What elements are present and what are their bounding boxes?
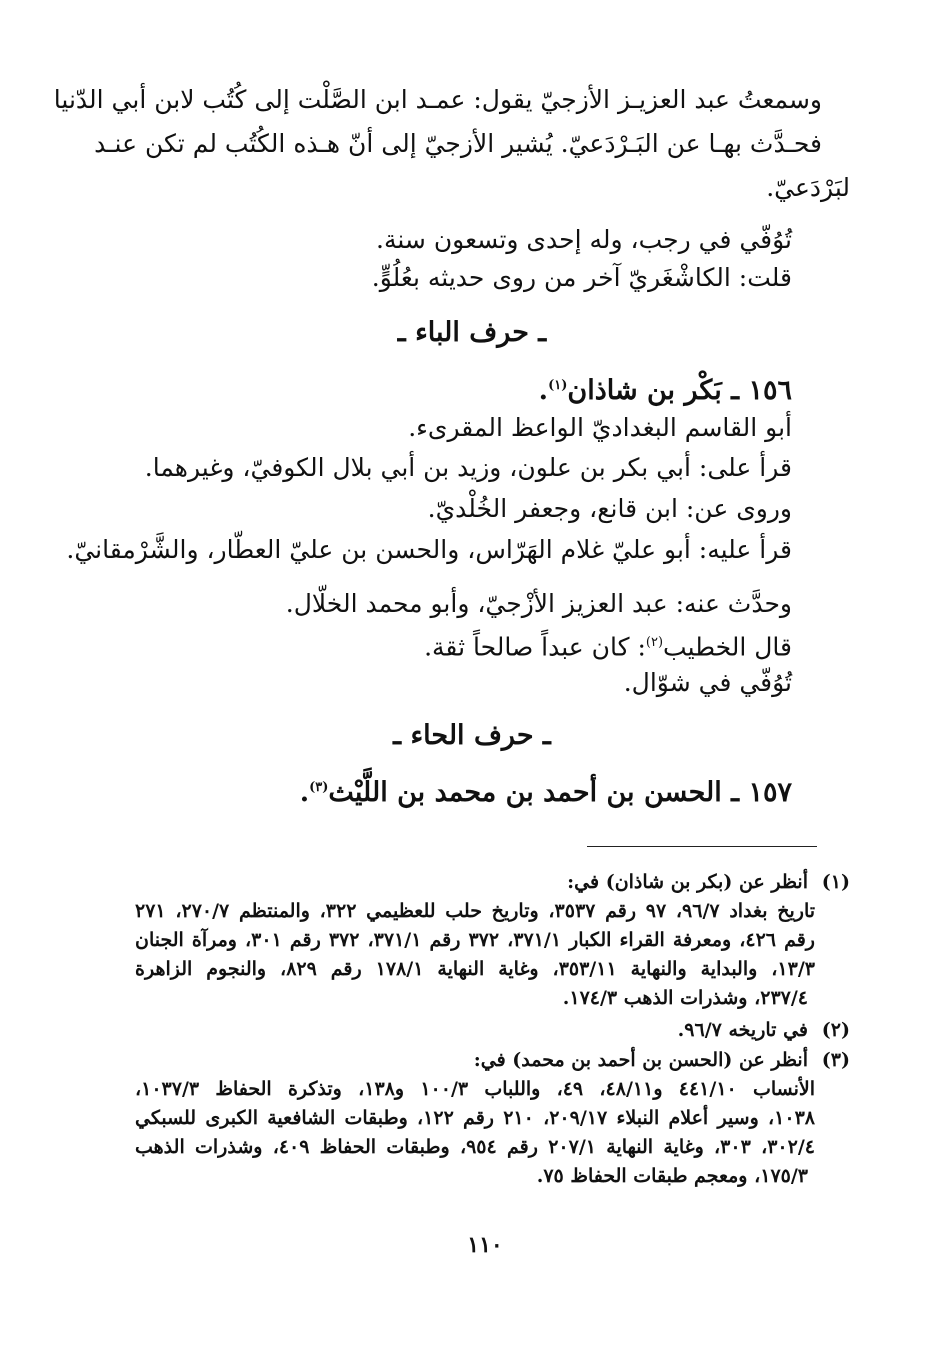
- footnote-3-line-1: أنظر عن (الحسن بن أحمد بن محمد) في:: [473, 1049, 808, 1071]
- entry-156-line-5: وحدَّث عنه: عبد العزيز الأزْجيّ، وأبو محمد الخلّال.: [285, 589, 792, 618]
- intro-line-2: فحـدَّث بهـا عن البَـرْدَعيّ. يُشير الأزجيّ إلى أنّ هـذه الكُتُب لم تكن عنـد: [94, 129, 822, 158]
- entry-156-line-2: قرأ على: أبي بكر بن علون، وزيد بن أبي بلال الكوفيّ، وغيرهما.: [144, 453, 792, 482]
- entry-157-end: .: [299, 777, 310, 808]
- entry-156-death: تُوُفّي في شوّال.: [623, 668, 792, 697]
- entry-156-line-3: وروى عن: ابن قانع، وجعفر الخُلْديّ.: [427, 494, 792, 523]
- entry-156-line-1: أبو القاسم البغداديّ الواعظ المقرىء.: [408, 413, 792, 442]
- death-line: تُوُفّي في رجب، وله إحدى وتسعون سنة.: [376, 225, 792, 254]
- entry-156-end: .: [538, 375, 549, 406]
- footnote-separator: [587, 846, 817, 847]
- page-number: ١١٠: [467, 1232, 503, 1258]
- intro-line-1: وسمعتُ عبد العزيـز الأزجيّ يقول: عمـد ابن الصَّلْت إلى كُتُب لابن أبي الدّنيا: [53, 85, 822, 114]
- footnote-1-line-3: رقم ٤٢٦، ومعرفة القراء الكبار ٣٧١/١، ٣٧٢ رقم ٣٧١/١، ٣٧٢ رقم ٣٠١، ومرآة الجنان: [135, 929, 815, 951]
- footnote-ref-1[interactable]: (١): [548, 378, 568, 393]
- footnote-2: [678, 1016, 850, 1044]
- footnote-3-line-4: ٣٠٢/٤، ٣٠٣، وغاية النهاية ٢٠٧/١ رقم ٩٥٤، وطبقات الحفاظ ٤٠٩، وشذرات الذهب: [135, 1136, 815, 1158]
- footnote-1-number: (١): [821, 871, 850, 893]
- section-heading-ha: ـ حرف الحاء ـ: [393, 720, 551, 751]
- entry-156-khatib-line: [424, 625, 792, 665]
- footnote-3-line-3: ١٠٣٨، وسير أعلام النبلاء ٢٠٩/١٧، ٢١٠ رقم ١٢٢، وطبقات الشافعية الكبرى للسبكي: [135, 1107, 815, 1129]
- footnote-1-first-line: [567, 868, 850, 896]
- footnote-3-line-5: ١٧٥/٣، ومعجم طبقات الحفاظ ٧٥.: [536, 1165, 808, 1187]
- entry-157-heading: [300, 770, 792, 811]
- entry-156-heading: [539, 368, 792, 409]
- entry-156-title: ١٥٦ ـ بَكْر بن شاذان: [567, 375, 792, 406]
- footnote-3-number: (٣): [821, 1049, 850, 1071]
- footnote-3-line-2: الأنساب ٤٤١/١٠ و٤٨/١١، ٤٩، واللباب ١٠٠/٣ و١٣٨، وتذكرة الحفاظ ١٠٣٧/٣،: [135, 1078, 816, 1100]
- khatib-quote: : كان عبداً صالحاً ثقة.: [424, 632, 646, 662]
- footnote-3-first-line: [474, 1046, 850, 1074]
- footnote-ref-2[interactable]: (٢): [645, 635, 664, 650]
- entry-156-line-4: قرأ عليه: أبو عليّ غلام الهَرّاس، والحسن بن عليّ العطّار، والشَّرْمقانيّ.: [66, 535, 792, 564]
- footnote-2-line-1: في تاريخه ٩٦/٧.: [677, 1019, 808, 1041]
- author-note-line: قلت: الكاشْغَريّ آخر من روى حديثه بعُلُوٍّ.: [371, 263, 792, 292]
- footnote-1-line-5: ٢٣٧/٤، وشذرات الذهب ١٧٤/٣.: [562, 987, 808, 1009]
- footnote-1-line-2: تاريخ بغداد ٩٦/٧، ٩٧ رقم ٣٥٣٧، وتاريخ حلب للعظيمي ٣٢٢، والمنتظم ٢٧٠/٧، ٢٧١: [135, 900, 816, 922]
- entry-157-title: ١٥٧ ـ الحسن بن أحمد بن محمد بن اللَّيْث: [328, 777, 792, 808]
- footnote-ref-3[interactable]: (٣): [309, 780, 329, 795]
- khatib-label: قال الخطيب: [663, 632, 792, 662]
- footnote-1-line-4: ١٣/٣، والبداية والنهاية ٣٥٣/١١، وغاية النهاية ١٧٨/١ رقم ٨٢٩، والنجوم الزاهرة: [135, 958, 815, 980]
- footnote-1-line-1: أنظر عن (بكر بن شاذان) في:: [567, 871, 808, 893]
- intro-line-3: لبَرْدَعيّ.: [766, 173, 850, 202]
- section-heading-ba: ـ حرف الباء ـ: [397, 317, 547, 348]
- footnote-2-number: (٢): [821, 1019, 850, 1041]
